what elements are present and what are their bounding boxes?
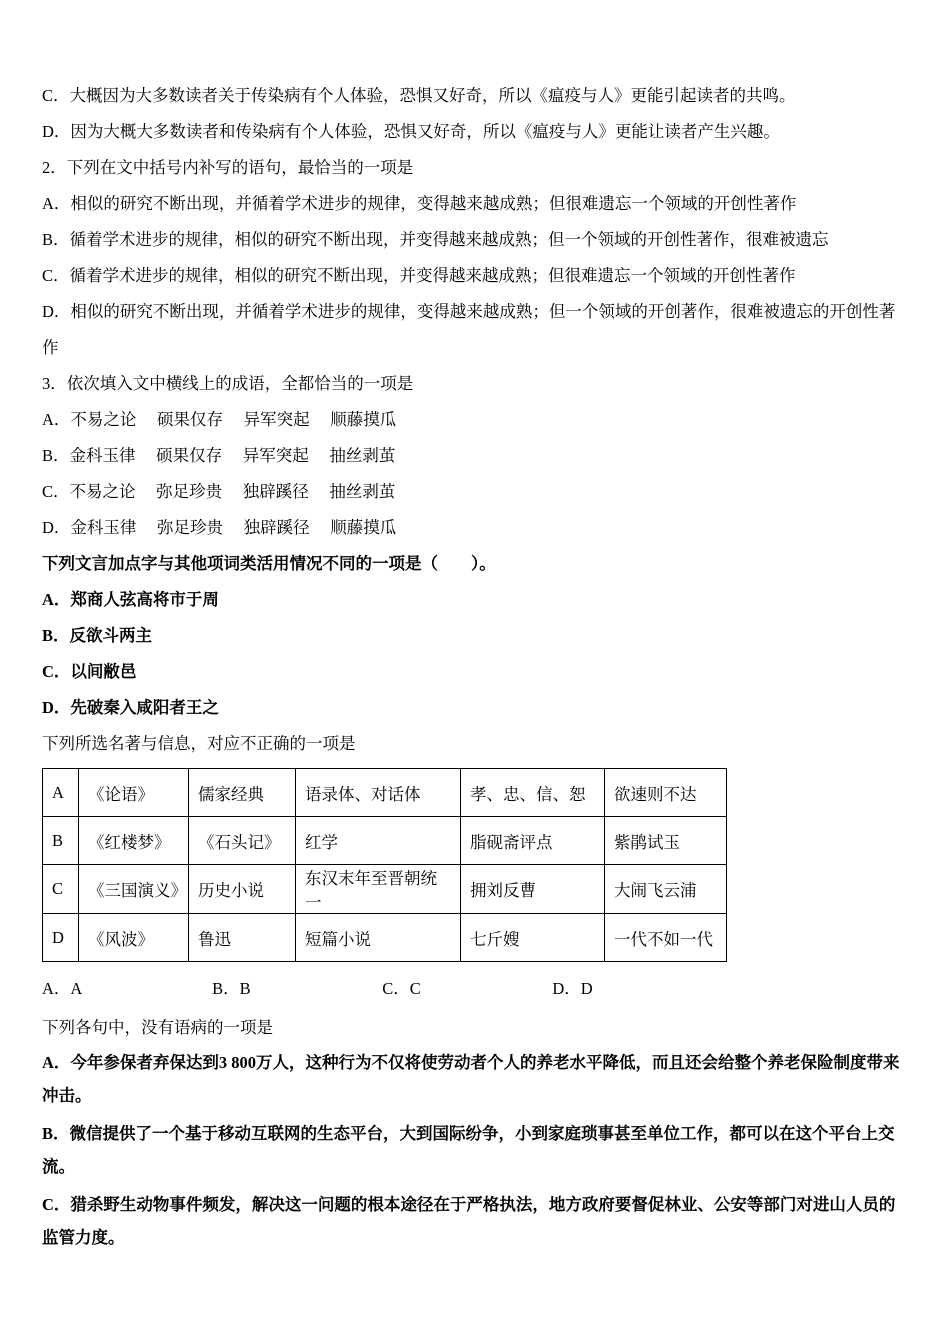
question-4-option-d: D．先破秦入咸阳者王之 (42, 698, 219, 717)
question-5-answer-choices (42, 972, 908, 1006)
table-cell: 大闹飞云浦 (605, 865, 727, 914)
literature-info-table (42, 768, 727, 962)
table-cell: B (43, 817, 79, 865)
table-cell: 短篇小说 (296, 914, 461, 962)
table-cell: D (43, 914, 79, 962)
table-cell: 《石头记》 (189, 817, 296, 865)
question-4-option-a: A．郑商人弦高将市于周 (42, 590, 219, 609)
table-cell: 鲁迅 (189, 914, 296, 962)
table-cell: 历史小说 (189, 865, 296, 914)
table-row-a (43, 769, 727, 817)
table-cell: A (43, 769, 79, 817)
question-1-option-d: D．因为大概大多数读者和传染病有个人体验，恐惧又好奇，所以《瘟疫与人》更能让读者产生兴趣。 (42, 122, 780, 141)
table-row-d (43, 914, 727, 962)
question-6-option-c: C．猎杀野生动物事件频发，解决这一问题的根本途径在于严格执法，地方政府要督促林业、公安等部门对进山人员的监管力度。 (42, 1195, 896, 1247)
table-row-c (43, 865, 727, 914)
question-6-option-b: B．微信提供了一个基于移动互联网的生态平台，大到国际纷争，小到家庭琐事甚至单位工作，都可以在这个平台上交流。 (42, 1124, 895, 1176)
question-3-option-b: B．金科玉律 硕果仅存 异军突起 抽丝剥茧 (42, 446, 396, 465)
table-cell: 拥刘反曹 (461, 865, 605, 914)
question-5-answer-a: A．A (42, 979, 83, 998)
table-cell: 孝、忠、信、恕 (461, 769, 605, 817)
question-5-stem: 下列所选名著与信息，对应不正确的一项是 (42, 734, 356, 753)
table-cell: 紫鹃试玉 (605, 817, 727, 865)
table-row-b (43, 817, 727, 865)
question-4-stem: 下列文言加点字与其他项词类活用情况不同的一项是（ ）。 (42, 554, 496, 573)
question-3-option-d: D．金科玉律 弥足珍贵 独辟蹊径 顺藤摸瓜 (42, 518, 397, 537)
question-6-stem: 下列各句中，没有语病的一项是 (42, 1018, 273, 1037)
table-cell: 一代不如一代 (605, 914, 727, 962)
table-cell: 红学 (296, 817, 461, 865)
question-5-answer-c: C．C (382, 979, 421, 998)
question-3-option-a: A．不易之论 硕果仅存 异军突起 顺藤摸瓜 (42, 410, 397, 429)
table-cell: 《三国演义》 (79, 865, 189, 914)
table-cell: 东汉末年至晋朝统一 (296, 865, 461, 914)
question-2-option-b: B．循着学术进步的规律，相似的研究不断出现，并变得越来越成熟；但一个领域的开创性著作，很难被遗忘 (42, 230, 829, 249)
question-3-option-c: C．不易之论 弥足珍贵 独辟蹊径 抽丝剥茧 (42, 482, 396, 501)
question-6-option-a: A．今年参保者弃保达到3 800万人，这种行为不仅将使劳动者个人的养老水平降低，而且还会给整个养老保险制度带来冲击。 (42, 1053, 900, 1105)
table-cell: 语录体、对话体 (296, 769, 461, 817)
question-4-option-b: B．反欲斗两主 (42, 626, 153, 645)
question-3-stem: 3．依次填入文中横线上的成语，全都恰当的一项是 (42, 374, 414, 393)
question-2-option-a: A．相似的研究不断出现，并循着学术进步的规律，变得越来越成熟；但很难遗忘一个领域的开创性著作 (42, 194, 797, 213)
table-cell: 儒家经典 (189, 769, 296, 817)
table-cell: 《论语》 (79, 769, 189, 817)
question-5-answer-b: B．B (212, 979, 251, 998)
question-2-option-c: C．循着学术进步的规律，相似的研究不断出现，并变得越来越成熟；但很难遗忘一个领域的开创性著作 (42, 266, 796, 285)
question-2-stem: 2．下列在文中括号内补写的语句，最恰当的一项是 (42, 158, 414, 177)
question-4-option-c: C．以间敝邑 (42, 662, 137, 681)
table-cell: 《红楼梦》 (79, 817, 189, 865)
table-cell: 《风波》 (79, 914, 189, 962)
question-2-option-d: D．相似的研究不断出现，并循着学术进步的规律，变得越来越成熟；但一个领域的开创著作，很难被遗忘的开创性著作 (42, 302, 896, 357)
question-1-option-c: C．大概因为大多数读者关于传染病有个人体验，恐惧又好奇，所以《瘟疫与人》更能引起读者的共鸣。 (42, 86, 796, 105)
table-cell: 七斤嫂 (461, 914, 605, 962)
question-5-answer-d: D．D (552, 979, 593, 998)
table-cell: 欲速则不达 (605, 769, 727, 817)
table-cell: 脂砚斋评点 (461, 817, 605, 865)
table-cell: C (43, 865, 79, 914)
